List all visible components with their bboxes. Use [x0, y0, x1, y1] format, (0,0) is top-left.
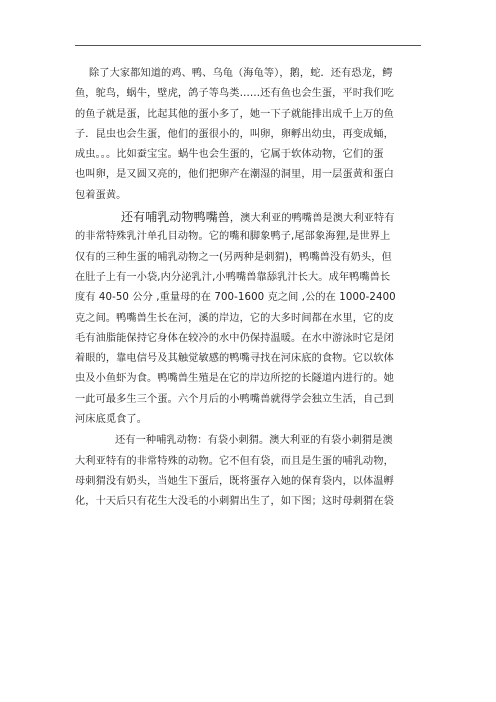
- text-line: 鱼，鸵鸟，蜗牛，壁虎，鸽子等鸟类……还有鱼也会生蛋，平时我们吃: [75, 88, 394, 100]
- text-line: 着眼的，靠电信号及其触觉敏感的鸭嘴寻找在河床底的食物。它以软体: [75, 353, 394, 365]
- text-line: 成虫。。。比如蚕宝宝。蜗牛也会生蛋的，它属于软体动物，它们的蛋: [75, 149, 384, 161]
- paragraph-1: [75, 64, 421, 206]
- text-line: 包着蛋黄。: [75, 189, 127, 201]
- text-line: 母刺猬没有奶头，当她生下蛋后，既将蛋存入她的保育袋内，以体温孵: [75, 475, 394, 487]
- text-line: 在肚子上有一小袋,内分泌乳汁,小鸭嘴兽靠舔乳汁长大。成年鸭嘴兽长: [75, 271, 391, 283]
- paragraph-lead: 还有哺乳动物鸭嘴兽: [121, 210, 230, 225]
- text-line: [75, 207, 421, 227]
- text-line: 仅有的三种生蛋的哺乳动物之一(另两种是刺猬)，鸭嘴兽没有奶头，但: [75, 251, 392, 263]
- text-line: 还有一种哺乳动物：有袋小刺猬。澳大利亚的有袋小刺猬是澳: [115, 435, 393, 447]
- text-line: 的非常特殊乳汁单孔目动物。它的嘴和脚象鸭子,尾部象海狸,是世界上: [75, 231, 391, 243]
- document-body: [75, 64, 421, 513]
- text-line: 一此可最多生三个蛋。六个月后的小鸭嘴兽就得学会独立生活，自己到: [75, 393, 394, 405]
- text-line: 虫及小鱼虾为食。鸭嘴兽生殖是在它的岸边所挖的长隧道内进行的。她: [75, 373, 394, 385]
- header-rule: [75, 45, 421, 46]
- paragraph-2: [75, 207, 421, 430]
- text-line: 克之间。鸭嘴兽生长在河，溪的岸边，它的大多时间都在水里，它的皮: [75, 312, 394, 324]
- text-segment: ，澳大利亚的鸭嘴兽是澳大利亚特有: [229, 213, 395, 225]
- text-line: 除了大家都知道的鸡、鸭、乌龟（海龟等），鹅，蛇．还有恐龙，鳄: [89, 68, 393, 79]
- paragraph-3: [75, 431, 421, 512]
- text-line: 大利亚特有的非常特殊的动物。它不但有袋，而且是生蛋的哺乳动物，: [75, 455, 394, 467]
- text-line: 子．昆虫也会生蛋，他们的蛋很小的，叫卵，卵孵出幼虫，再变成蛹，: [75, 128, 394, 140]
- text-line: 河床底觅食了。: [75, 414, 148, 426]
- text-line: 的鱼子就是蛋，比起其他的蛋小多了，她一下子就能排出成千上万的鱼: [75, 108, 394, 120]
- text-line: 化，十天后只有花生大没毛的小刺猬出生了，如下图；这时母刺猬在袋: [75, 496, 394, 508]
- text-line: 毛有油脂能保持它身体在较冷的水中仍保持温暖。在水中游泳时它是闭: [75, 332, 394, 344]
- text-line: 度有 40-50 公分 ,重量母的在 700-1600 克之间 ,公的在 1000-2400: [75, 292, 396, 304]
- text-line: 也叫卵，是又圆又亮的，他们把卵产在潮湿的洞里，用一层蛋黄和蛋白: [75, 169, 394, 181]
